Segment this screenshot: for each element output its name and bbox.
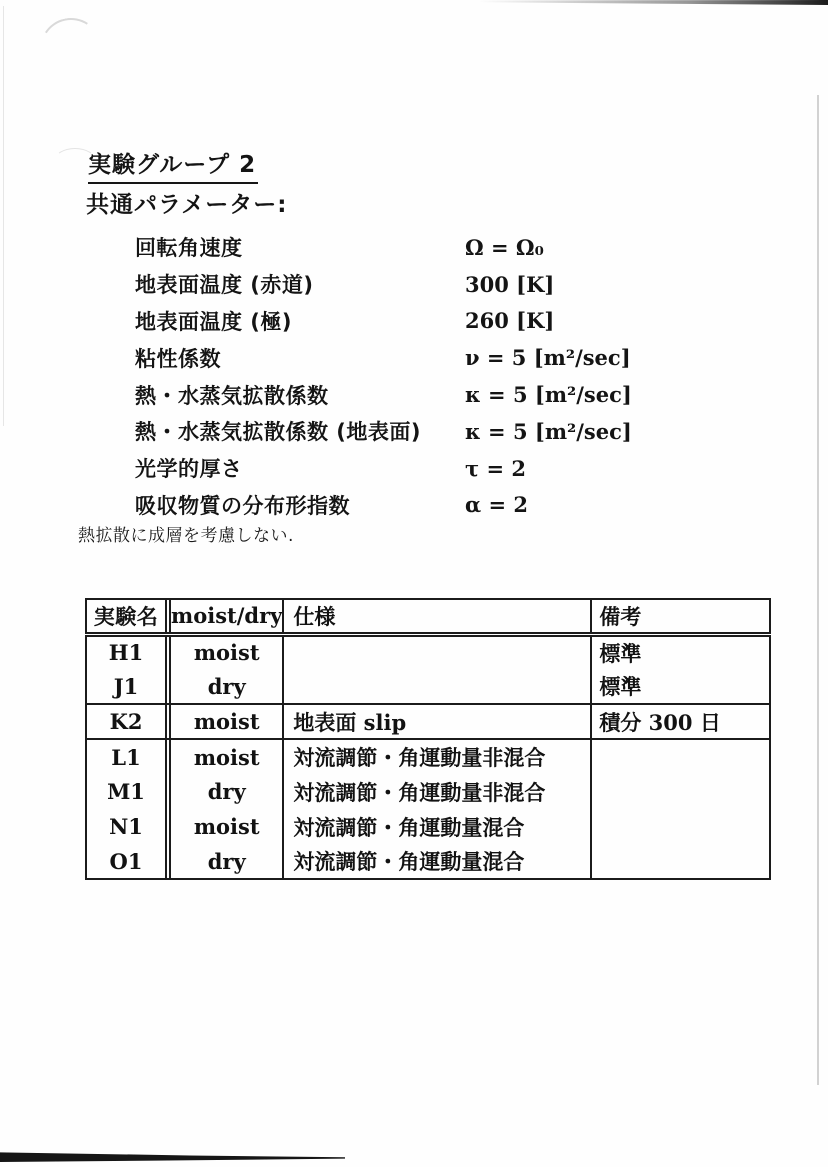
parameter-list [135, 229, 735, 523]
remark-cell: 標準 [591, 634, 770, 669]
parameter-value: Ω = Ω₀ [465, 234, 544, 260]
spec-cell: 対流調節・角運動量混合 [283, 809, 591, 844]
scan-artifact-left-edge [3, 6, 4, 426]
moist-dry-cell: moist [193, 744, 260, 770]
scan-artifact-right-edge [817, 95, 819, 1085]
parameter-value: τ = 2 [465, 455, 526, 481]
parameter-row [135, 303, 735, 340]
moist-dry-cell: dry [207, 673, 246, 699]
parameter-value: α = 2 [465, 492, 528, 518]
remark-cell: 積分 300 日 [591, 704, 770, 739]
spec-cell: 対流調節・角運動量混合 [283, 844, 591, 879]
column-header-remarks: 備考 [591, 599, 770, 634]
table-row [86, 669, 770, 704]
remark-cell: 標準 [591, 669, 770, 704]
remark-cell [591, 739, 770, 774]
experiment-name-cell: M1 [107, 779, 145, 804]
note-text: 熱拡散に成層を考慮しない. [78, 526, 294, 546]
remark-cell [591, 809, 770, 844]
spec-cell [283, 634, 591, 669]
moist-dry-cell: dry [207, 779, 246, 804]
moist-dry-cell: moist [193, 640, 260, 666]
experiment-name-cell: H1 [108, 640, 144, 666]
parameter-row [135, 413, 735, 450]
table-row [86, 704, 770, 739]
parameter-value: 260 [K] [465, 308, 555, 334]
column-header-moist-dry: moist/dry [171, 603, 283, 629]
experiments-table [85, 598, 771, 880]
parameter-value: κ = 5 [m²/sec] [465, 382, 632, 408]
table-row [86, 634, 770, 669]
spec-cell: 地表面 slip [283, 704, 591, 739]
experiment-name-cell: J1 [113, 673, 139, 699]
parameter-value: ν = 5 [m²/sec] [465, 345, 631, 371]
table-row [86, 844, 770, 879]
spec-cell [283, 669, 591, 704]
parameter-label: 地表面温度 (極) [135, 309, 293, 334]
parameter-label: 熱・水蒸気拡散係数 [135, 383, 329, 408]
column-header-spec: 仕様 [283, 599, 591, 634]
scan-artifact-top-edge [478, 0, 828, 5]
experiment-name-cell: N1 [109, 814, 143, 839]
section-heading-common-parameters: 共通パラメーター: [86, 192, 288, 218]
experiment-name-cell: K2 [109, 709, 143, 734]
table-row [86, 739, 770, 774]
parameter-label: 光学的厚さ [135, 457, 243, 482]
parameter-row [135, 376, 735, 413]
experiment-name-cell: L1 [111, 744, 141, 770]
parameter-row [135, 229, 735, 266]
parameter-value: 300 [K] [465, 271, 555, 297]
scan-artifact-punch-hole-arc [34, 12, 108, 86]
experiment-name-cell: O1 [109, 848, 143, 874]
parameter-label: 粘性係数 [135, 346, 221, 371]
moist-dry-cell: moist [193, 814, 260, 839]
parameter-row [135, 266, 735, 303]
parameter-row [135, 487, 735, 524]
moist-dry-cell: moist [193, 709, 260, 734]
remark-cell [591, 774, 770, 809]
parameter-label: 地表面温度 (赤道) [135, 273, 314, 298]
table-row [86, 809, 770, 844]
spec-cell: 対流調節・角運動量非混合 [283, 774, 591, 809]
parameter-label: 回転角速度 [135, 236, 243, 261]
parameter-label: 熱・水蒸気拡散係数 (地表面) [135, 420, 422, 445]
page-title: 実験グループ 2 [88, 146, 258, 184]
moist-dry-cell: dry [207, 848, 246, 874]
table-header-row [86, 599, 770, 634]
table-row [86, 774, 770, 809]
remark-cell [591, 844, 770, 879]
parameter-row [135, 339, 735, 376]
column-header-experiment-name: 実験名 [93, 603, 159, 629]
parameter-value: κ = 5 [m²/sec] [465, 418, 632, 444]
scan-artifact-bottom-streak [0, 1150, 345, 1163]
spec-cell: 対流調節・角運動量非混合 [283, 739, 591, 774]
parameter-label: 吸収物質の分布形指数 [135, 493, 350, 518]
parameter-row [135, 450, 735, 487]
